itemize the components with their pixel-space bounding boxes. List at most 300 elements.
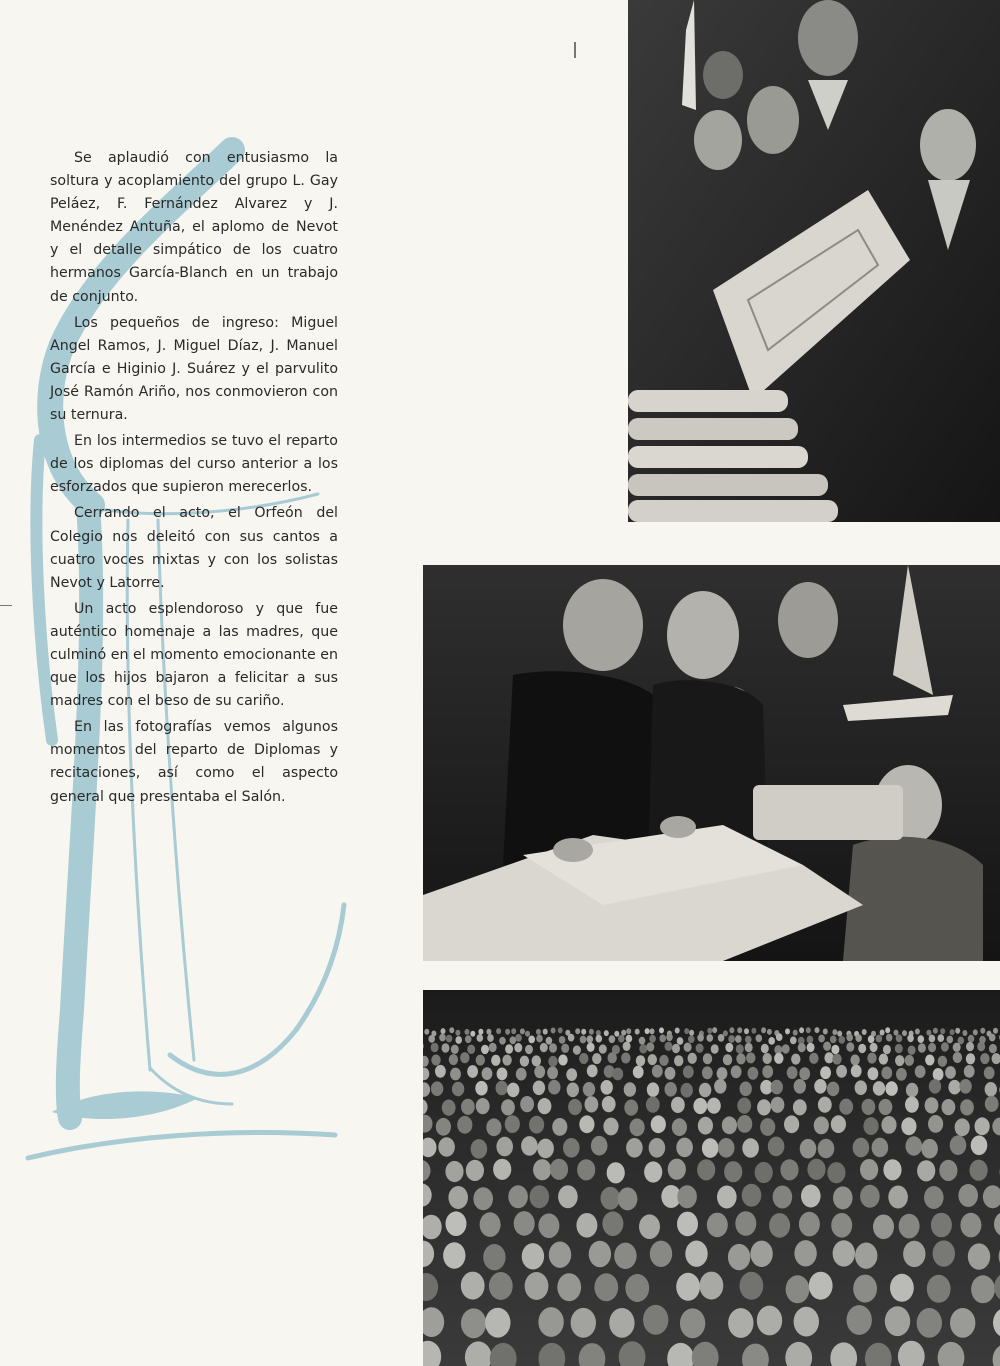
audience-face (587, 1035, 594, 1043)
audience-face (548, 1056, 557, 1067)
audience-face (799, 1027, 804, 1033)
audience-face (589, 1241, 611, 1267)
audience-face (651, 1115, 666, 1133)
audience-face (771, 1097, 785, 1113)
audience-face (763, 1053, 772, 1064)
audience-face (953, 1043, 961, 1052)
audience-face (702, 1138, 719, 1158)
audience-face (649, 1035, 656, 1043)
audience-face (603, 1118, 618, 1136)
audience-face (740, 1272, 764, 1300)
audience-face (493, 1159, 511, 1180)
audience-face (847, 1305, 872, 1335)
audience-face (491, 1055, 500, 1066)
audience-face (928, 1115, 943, 1133)
paragraph-2: Los pequeños de ingreso: Miguel Angel Ramos, J. Miguel Díaz, J. Manuel García e Higinio J. Suárez y el parvulito José Ramón Ariño, nos conmovieron con su ternura. (50, 314, 338, 424)
audience-face (818, 1139, 835, 1159)
audience-face (921, 1139, 938, 1159)
audience-face (906, 1136, 923, 1156)
audience-face (945, 1066, 956, 1079)
audience-face (831, 1115, 846, 1133)
paragraph-6: En las fotografías vemos algunos momentos del reparto de Diplomas y recitaciones, así como el aspecto general que presentaba el Salón. (50, 719, 338, 805)
audience-face (671, 1097, 685, 1113)
audience-face (639, 1214, 660, 1239)
audience-face (530, 1185, 550, 1208)
audience-face (762, 1065, 773, 1078)
audience-face (680, 1308, 705, 1338)
audience-face (596, 1035, 603, 1043)
audience-face (950, 1029, 955, 1035)
audience-face (933, 1028, 938, 1034)
audience-face (769, 1213, 790, 1238)
audience-face (846, 1034, 853, 1042)
audience-face (742, 1138, 759, 1158)
audience-face (966, 1053, 975, 1064)
audience-face (862, 1099, 876, 1115)
audience-face (939, 1160, 957, 1181)
audience-face (955, 1118, 970, 1136)
audience-face (689, 1030, 694, 1036)
audience-face (902, 1030, 907, 1036)
audience-face (793, 1030, 798, 1036)
audience-face (883, 1159, 901, 1180)
audience-face (442, 1100, 456, 1116)
audience-face (568, 1099, 582, 1115)
audience-face (801, 1185, 821, 1208)
audience-face (907, 1034, 914, 1042)
audience-face (483, 1244, 505, 1270)
audience-face (486, 1029, 491, 1035)
audience-face (563, 1138, 580, 1158)
audience-face (868, 1035, 875, 1043)
audience-face (863, 1117, 878, 1135)
audience-face (693, 1098, 707, 1114)
audience-face (601, 1187, 621, 1210)
audience-face (505, 1044, 513, 1053)
audience-face (724, 1161, 742, 1182)
audience-face (547, 1066, 558, 1079)
audience-face (546, 1037, 553, 1045)
audience-face (794, 1240, 816, 1266)
audience-face (761, 1027, 766, 1033)
audience-face (925, 1097, 939, 1113)
audience-face (964, 1065, 975, 1078)
audience-face (614, 1243, 636, 1269)
scan-mark (0, 605, 12, 606)
audience-face (989, 1034, 996, 1042)
audience-face (818, 1097, 832, 1113)
audience-face (676, 1273, 700, 1301)
audience-face (674, 1055, 683, 1066)
audience-face (609, 1035, 616, 1043)
audience-face (925, 1055, 934, 1066)
audience-face (659, 1055, 668, 1066)
audience-face (737, 1115, 752, 1133)
audience-face (528, 1036, 535, 1044)
audience-face (478, 1029, 483, 1035)
audience-face (548, 1080, 560, 1095)
audience-face (549, 1043, 557, 1052)
audience-face (475, 1081, 487, 1096)
audience-face (477, 1034, 484, 1042)
audience-face (718, 1034, 725, 1042)
audience-face (717, 1067, 728, 1080)
audience-face (707, 1213, 728, 1238)
audience-face (895, 1044, 903, 1053)
audience-face (646, 1042, 654, 1051)
audience-face (668, 1159, 686, 1180)
audience-face (722, 1116, 737, 1134)
audience-face (623, 1042, 631, 1051)
audience-face (508, 1185, 528, 1208)
audience-face (768, 1037, 775, 1045)
audience-face (973, 1029, 978, 1035)
scan-mark (574, 42, 576, 58)
paragraph-4: Cerrando el acto, el Orfeón del Colegio nos deleitó con sus cantos a cuatro voces mixtas y con los solistas Nevot y Latorre. (50, 505, 338, 591)
audience-face (774, 1053, 783, 1064)
audience-face (435, 1065, 446, 1078)
audience-face (958, 1184, 978, 1207)
audience-face (894, 1030, 899, 1036)
audience-face (918, 1043, 926, 1052)
audience-face (448, 1186, 468, 1209)
audience-face (602, 1096, 616, 1112)
audience-face (639, 1044, 647, 1053)
audience-face (496, 1137, 513, 1157)
audience-face (455, 1030, 460, 1036)
audience-face (650, 1241, 672, 1267)
audience-face (522, 1243, 544, 1269)
audience-face (931, 1213, 952, 1238)
audience-face (984, 1067, 995, 1080)
audience-face (968, 1243, 990, 1269)
audience-face (737, 1027, 742, 1033)
audience-face (471, 1139, 488, 1159)
paragraph-5: Un acto esplendoroso y que fue auténtico homenaje a las madres, que culminó en el momento emocionante en que los hijos bajaron a felicitar a sus madres con el beso de su cariño. (50, 600, 338, 710)
audience-face (525, 1045, 533, 1054)
audience-face (489, 1043, 497, 1052)
audience-face (959, 1079, 971, 1094)
audience-face (676, 1138, 693, 1158)
audience-face (521, 1136, 538, 1156)
audience-face (577, 1159, 595, 1180)
audience-face (536, 1035, 543, 1043)
audience-face (938, 1034, 945, 1042)
audience-face (751, 1028, 756, 1034)
audience-face (515, 1034, 522, 1042)
photo-diploma-students (628, 0, 1000, 522)
audience-face (514, 1043, 522, 1052)
audience-face (742, 1184, 762, 1207)
audience-face (626, 1028, 631, 1034)
audience-face (487, 1034, 494, 1042)
audience-face (499, 1037, 506, 1045)
audience-face (497, 1068, 508, 1081)
audience-face (460, 1052, 469, 1063)
audience-face (601, 1080, 613, 1095)
audience-face (879, 1099, 893, 1115)
audience-face (794, 1079, 806, 1094)
audience-face (915, 1065, 926, 1078)
audience-face (993, 1028, 998, 1034)
audience-face (855, 1034, 862, 1042)
audience-face (807, 1043, 815, 1052)
audience-face (833, 1240, 855, 1266)
audience-face (918, 1035, 925, 1043)
audience-face (850, 1055, 859, 1066)
audience-face (799, 1212, 820, 1237)
audience-face (677, 1185, 697, 1208)
audience-face (793, 1099, 807, 1115)
audience-face (507, 1083, 519, 1098)
audience-face (832, 1054, 841, 1065)
audience-face (659, 1035, 666, 1043)
audience-face (534, 1065, 545, 1078)
audience-face (481, 1045, 489, 1054)
audience-face (581, 1029, 586, 1035)
audience-face (470, 1031, 475, 1037)
audience-face (489, 1272, 513, 1300)
audience-face (441, 1028, 446, 1034)
audience-face (431, 1081, 443, 1096)
audience-face (452, 1082, 464, 1097)
audience-face (696, 1044, 704, 1053)
audience-face (760, 1118, 775, 1136)
audience-face (635, 1029, 640, 1035)
audience-face (714, 1079, 726, 1094)
audience-face (666, 1033, 673, 1041)
audience-face (723, 1054, 732, 1065)
audience-face (885, 1027, 890, 1033)
audience-face (806, 1027, 811, 1033)
audience-face (703, 1053, 712, 1064)
audience-face (707, 1034, 714, 1042)
audience-face (818, 1035, 825, 1043)
audience-face (824, 1052, 833, 1063)
audience-face (648, 1054, 657, 1065)
audience-face (906, 1083, 918, 1098)
audience-face (933, 1068, 944, 1081)
audience-face (525, 1031, 530, 1037)
audience-face (639, 1037, 646, 1045)
audience-face (559, 1036, 566, 1044)
audience-face (941, 1042, 949, 1051)
audience-face (787, 1066, 798, 1079)
audience-face (688, 1035, 695, 1043)
audience-face (929, 1079, 941, 1094)
audience-face (702, 1066, 713, 1079)
audience-face (538, 1213, 559, 1238)
audience-face (780, 1159, 798, 1180)
audience-face (773, 1186, 793, 1209)
audience-face (573, 1045, 581, 1054)
audience-face (782, 1044, 790, 1053)
audience-face (502, 1055, 511, 1066)
audience-face (501, 1099, 515, 1115)
audience-face (442, 1043, 450, 1052)
audience-face (557, 1273, 581, 1301)
audience-face (729, 1027, 734, 1033)
audience-face (895, 1055, 904, 1066)
audience-face (890, 1274, 914, 1302)
audience-face (948, 1080, 960, 1095)
audience-face (728, 1035, 735, 1043)
audience-face (836, 1065, 847, 1078)
audience-face (580, 1036, 587, 1044)
audience-face (576, 1213, 597, 1238)
audience-face (740, 1082, 752, 1097)
audience-face (688, 1053, 697, 1064)
audience-face (592, 1053, 601, 1064)
audience-face (771, 1080, 783, 1095)
audience-face (467, 1065, 478, 1078)
audience-face (449, 1054, 458, 1065)
audience-face (917, 1308, 942, 1338)
audience-face (790, 1037, 797, 1045)
audience-face (975, 1117, 990, 1135)
audience-face (649, 1138, 666, 1158)
audience-face (626, 1138, 643, 1158)
audience-face (466, 1160, 484, 1181)
audience-face (633, 1066, 644, 1079)
audience-face (985, 1096, 999, 1112)
audience-face (602, 1211, 623, 1236)
audience-face (761, 1044, 769, 1053)
audience-face (823, 1029, 828, 1035)
audience-face (612, 1068, 623, 1081)
audience-face (698, 1117, 713, 1135)
audience-face (476, 1055, 485, 1066)
audience-face (950, 1135, 967, 1155)
audience-face (697, 1034, 704, 1042)
audience-face (473, 1187, 493, 1210)
audience-face (896, 1035, 903, 1043)
audience-face (799, 1067, 810, 1080)
audience-face (566, 1068, 577, 1081)
audience-face (684, 1028, 689, 1034)
audience-face (607, 1162, 625, 1183)
audience-face (872, 1138, 889, 1158)
audience-face (933, 1240, 955, 1266)
audience-face (683, 1066, 694, 1079)
audience-face (591, 1136, 608, 1156)
audience-face (860, 1185, 880, 1208)
audience-face (624, 1100, 638, 1116)
audience-face (737, 1098, 751, 1114)
audience-face (862, 1029, 867, 1035)
audience-face (885, 1081, 897, 1096)
audience-face (439, 1034, 446, 1042)
audience-face (831, 1045, 839, 1054)
audience-face (647, 1082, 659, 1097)
audience-face (885, 1306, 910, 1336)
audience-face (917, 1160, 935, 1181)
audience-face (618, 1187, 638, 1210)
photo-priests-with-child (423, 565, 1000, 961)
audience-face (830, 1036, 837, 1044)
audience-face (677, 1212, 698, 1237)
audience-face (735, 1211, 756, 1236)
audience-face (757, 1099, 771, 1115)
audience-face (684, 1043, 692, 1052)
audience-face (496, 1081, 508, 1096)
photo-hall-audience (423, 990, 1000, 1366)
audience-face (833, 1186, 853, 1209)
audience-face (728, 1244, 750, 1270)
audience-face (809, 1272, 833, 1300)
audience-face (955, 1028, 960, 1034)
audience-face (558, 1185, 578, 1208)
audience-face (699, 1083, 711, 1098)
audience-face (929, 1035, 936, 1043)
audience-face (665, 1067, 676, 1080)
audience-face (905, 1097, 919, 1113)
audience-face (853, 1138, 870, 1158)
audience-face (579, 1053, 588, 1064)
audience-face (529, 1116, 544, 1134)
audience-face (791, 1054, 800, 1065)
audience-face (431, 1055, 440, 1066)
audience-face (977, 1042, 985, 1051)
audience-face (446, 1211, 467, 1236)
audience-face (901, 1117, 916, 1135)
audience-face (445, 1161, 463, 1182)
audience-face (881, 1116, 896, 1134)
audience-face (665, 1042, 673, 1051)
audience-face (728, 1308, 753, 1338)
audience-face (711, 1044, 719, 1053)
audience-face (718, 1138, 735, 1158)
audience-face (652, 1065, 663, 1078)
audience-face (831, 1213, 852, 1238)
audience-face (675, 1028, 680, 1034)
audience-face (533, 1081, 545, 1096)
audience-face (786, 1275, 810, 1303)
audience-face (896, 1068, 907, 1081)
audience-face (618, 1035, 625, 1043)
audience-face (748, 1067, 759, 1080)
audience-face (558, 1027, 563, 1033)
audience-face (785, 1028, 790, 1034)
article-text (50, 147, 338, 812)
audience-face (942, 1099, 956, 1115)
audience-face (712, 1027, 717, 1033)
audience-face (938, 1056, 947, 1067)
audience-face (461, 1099, 475, 1115)
audience-face (443, 1242, 465, 1268)
audience-face (516, 1068, 527, 1081)
audience-face (624, 1082, 636, 1097)
audience-face (538, 1098, 552, 1114)
audience-face (815, 1027, 820, 1033)
audience-face (903, 1241, 925, 1267)
audience-face (681, 1083, 693, 1098)
audience-face (873, 1081, 885, 1096)
audience-face (960, 1213, 981, 1238)
audience-face (846, 1042, 854, 1051)
audience-face (745, 1043, 753, 1052)
audience-face (968, 1035, 975, 1043)
audience-face (888, 1186, 908, 1209)
audience-face (814, 1117, 829, 1135)
audience-face (540, 1043, 548, 1052)
audience-face (455, 1036, 462, 1044)
audience-face (467, 1045, 475, 1054)
audience-face (736, 1053, 745, 1064)
audience-face (449, 1027, 454, 1033)
audience-face (558, 1055, 567, 1066)
audience-face (879, 1054, 888, 1065)
